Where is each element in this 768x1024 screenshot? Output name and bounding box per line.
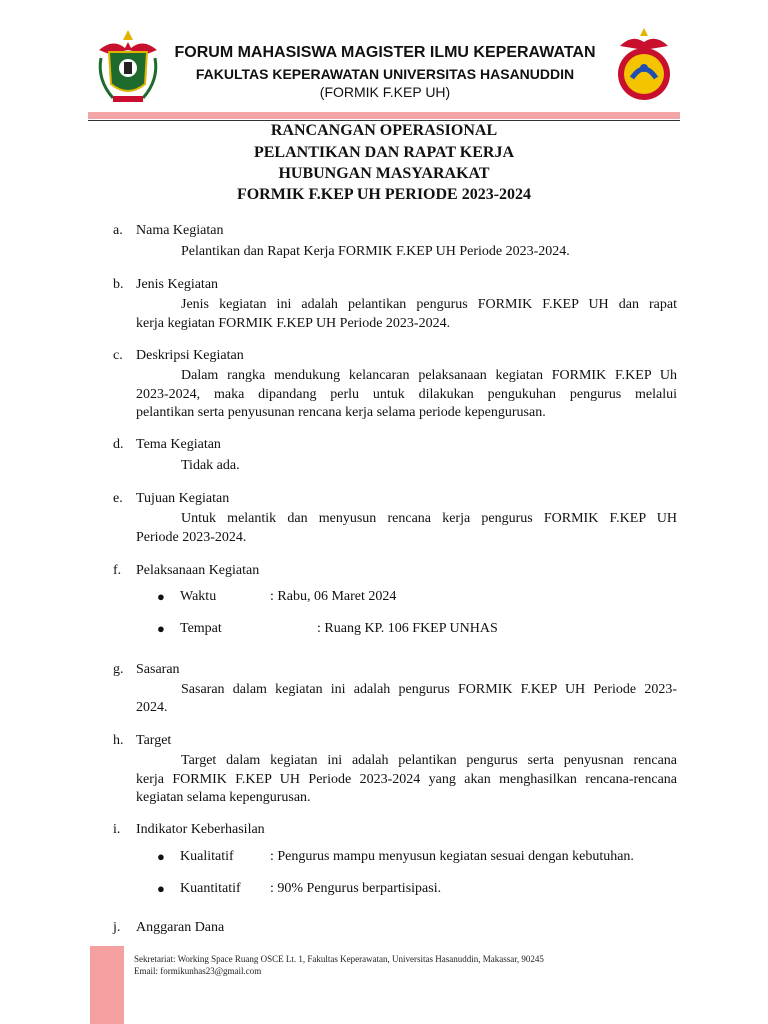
footer-email: Email: formikunhas23@gmail.com bbox=[134, 966, 262, 976]
section-j-letter: j. bbox=[113, 920, 121, 935]
section-h-letter: h. bbox=[113, 733, 124, 748]
section-b-letter: b. bbox=[113, 277, 124, 292]
section-g-body-line-1 bbox=[136, 680, 677, 699]
header-faculty-name: FAKULTAS KEPERAWATAN UNIVERSITAS HASANUDDIN bbox=[195, 66, 575, 82]
section-c-body-line-3: pelantikan serta penyusunan rencana kerja selama periode kepengurusan. bbox=[136, 405, 546, 420]
document-title-line-1: RANCANGAN OPERASIONAL bbox=[270, 122, 498, 139]
section-h-body-line-3: kegiatan selama kepengurusan. bbox=[136, 790, 311, 805]
tempat-value: : Ruang KP. 106 FKEP UNHAS bbox=[317, 621, 498, 636]
section-h-text-1: Target dalam kegiatan ini adalah pelantikan pengurus serta penyusnan rencana bbox=[181, 753, 677, 768]
section-d-text: Tidak ada. bbox=[181, 458, 240, 473]
kualitatif-label: Kualitatif bbox=[180, 849, 234, 864]
section-a-heading: Nama Kegiatan bbox=[136, 223, 224, 238]
section-e-letter: e. bbox=[113, 491, 123, 506]
section-b-heading: Jenis Kegiatan bbox=[136, 277, 219, 292]
section-i-heading: Indikator Keberhasilan bbox=[136, 822, 265, 837]
section-g-letter: g. bbox=[113, 662, 124, 677]
waktu-label: Waktu bbox=[180, 589, 217, 604]
header-divider-accent bbox=[88, 112, 680, 119]
section-b-text-1: Jenis kegiatan ini adalah pelantikan pengurus FORMIK F.KEP UH dan rapat bbox=[181, 297, 677, 312]
section-a-body bbox=[136, 242, 677, 261]
section-d-body bbox=[136, 456, 677, 475]
bullet-icon: ● bbox=[157, 849, 165, 864]
header-abbreviation: (FORMIK F.KEP UH) bbox=[319, 84, 451, 100]
section-b-body-line-2: kerja kegiatan FORMIK F.KEP UH Periode 2023-2024. bbox=[136, 316, 451, 331]
section-h-heading: Target bbox=[136, 733, 172, 748]
section-i-letter: i. bbox=[113, 822, 121, 837]
section-e-body-line-2: Periode 2023-2024. bbox=[136, 530, 247, 545]
section-f-letter: f. bbox=[113, 563, 122, 578]
bullet-icon: ● bbox=[157, 589, 165, 604]
section-c-body-line-1 bbox=[136, 366, 677, 385]
header-organization-name: FORUM MAHASISWA MAGISTER ILMU KEPERAWATAN bbox=[174, 44, 596, 61]
university-crest-logo bbox=[95, 28, 161, 106]
section-a-text: Pelantikan dan Rapat Kerja FORMIK F.KEP UH Periode 2023-2024. bbox=[181, 244, 570, 259]
section-c-letter: c. bbox=[113, 348, 123, 363]
bullet-icon: ● bbox=[157, 621, 165, 636]
section-h-body-line-2: kerja FORMIK F.KEP UH Periode 2023-2024 yang akan menghasilkan rencana-rencana bbox=[136, 772, 677, 787]
section-c-body-line-2: 2023-2024, maka dipandang perlu untuk dilakukan pengukuhan pengurus melalui bbox=[136, 387, 677, 402]
waktu-value: : Rabu, 06 Maret 2024 bbox=[270, 589, 397, 604]
document-title-line-4: FORMIK F.KEP UH PERIODE 2023-2024 bbox=[236, 186, 532, 203]
section-e-body-line-1 bbox=[136, 509, 677, 528]
document-title-line-2: PELANTIKAN DAN RAPAT KERJA bbox=[253, 144, 514, 161]
formik-logo bbox=[612, 26, 676, 106]
section-c-text-1: Dalam rangka mendukung kelancaran pelaksanaan kegiatan FORMIK F.KEP Uh bbox=[181, 368, 677, 383]
section-j-heading: Anggaran Dana bbox=[136, 920, 225, 935]
section-f-heading: Pelaksanaan Kegiatan bbox=[136, 563, 260, 578]
tempat-label: Tempat bbox=[180, 621, 222, 636]
section-h-body-line-1 bbox=[136, 751, 677, 770]
document-title-line-3: HUBUNGAN MASYARAKAT bbox=[278, 165, 490, 182]
section-e-heading: Tujuan Kegiatan bbox=[136, 491, 230, 506]
section-e-text-1: Untuk melantik dan menyusun rencana kerja pengurus FORMIK F.KEP UH bbox=[181, 511, 677, 526]
section-d-letter: d. bbox=[113, 437, 124, 452]
kuantitatif-label: Kuantitatif bbox=[180, 881, 241, 896]
section-b-body-line-1 bbox=[136, 295, 677, 314]
section-a-letter: a. bbox=[113, 223, 123, 238]
kualitatif-value: : Pengurus mampu menyusun kegiatan sesuai dengan kebutuhan. bbox=[270, 849, 634, 864]
footer-address: Sekretariat: Working Space Ruang OSCE Lt. 1, Fakultas Keperawatan, Universitas Hasanuddin, Makassar, 90245 bbox=[134, 954, 544, 964]
footer-accent-bar bbox=[90, 946, 124, 1024]
section-d-heading: Tema Kegiatan bbox=[136, 437, 221, 452]
header-divider-line bbox=[88, 120, 680, 121]
section-c-heading: Deskripsi Kegiatan bbox=[136, 348, 244, 363]
section-g-body-line-2: 2024. bbox=[136, 700, 168, 715]
kuantitatif-value: : 90% Pengurus berpartisipasi. bbox=[270, 881, 442, 896]
bullet-icon: ● bbox=[157, 881, 165, 896]
section-g-heading: Sasaran bbox=[136, 662, 180, 677]
section-g-text-1: Sasaran dalam kegiatan ini adalah pengurus FORMIK F.KEP UH Periode 2023- bbox=[181, 682, 677, 697]
